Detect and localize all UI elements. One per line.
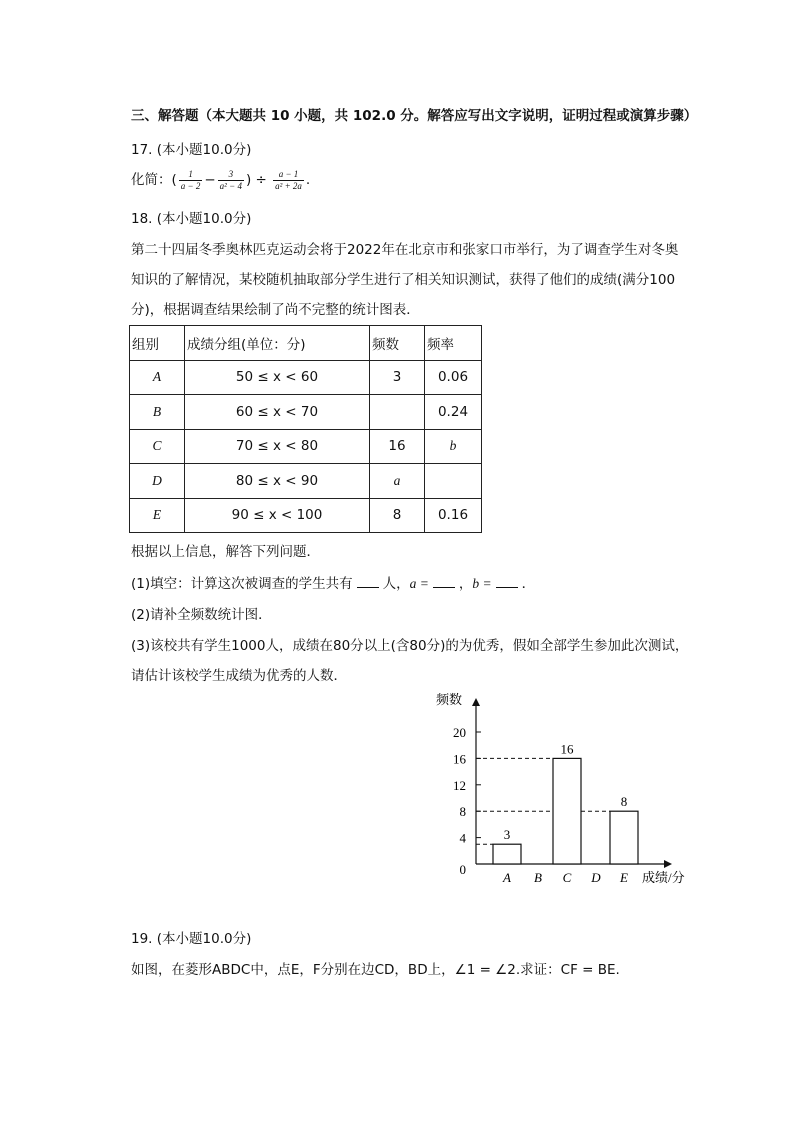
q18-intro-line-2: 知识的了解情况，某校随机抽取部分学生进行了相关知识测试，获得了他们的成绩(满分100: [131, 272, 676, 288]
frequency-table: [129, 325, 482, 533]
fraction-2: $\frac{3}{\text{a² − 4}}$: [219, 168, 242, 191]
table-row: [130, 464, 482, 499]
x-category-label: E: [620, 870, 628, 885]
cell-group: B: [130, 395, 185, 430]
table-row: [130, 395, 482, 430]
q18-heading: 18. (本小题10.0分): [131, 211, 252, 227]
bar-A: [493, 844, 521, 864]
cell-rate: 0.24: [425, 395, 482, 430]
cell-rate: 0.16: [425, 498, 482, 533]
y-axis-label: 频数: [436, 692, 463, 707]
x-axis-label: 成绩/分: [642, 870, 685, 885]
x-category-label: B: [534, 870, 542, 885]
table-row: [130, 360, 482, 395]
frequency-bar-chart: [420, 688, 710, 888]
part1-text-b: 人，: [382, 576, 410, 592]
cell-count: 16: [370, 429, 425, 464]
q18-intro-line-3: 分)，根据调查结果绘制了尚不完整的统计图表．: [131, 302, 420, 318]
x-category-label: D: [591, 870, 601, 885]
cell-count: a: [370, 464, 425, 499]
part1-b-label: b =: [472, 576, 492, 591]
q19-heading: 19. (本小题10.0分): [131, 931, 252, 947]
fraction-3: $\frac{a - 1}{\text{a² + 2a}}$: [275, 168, 302, 191]
q17-prefix: 化简：: [131, 172, 172, 188]
y-tick-label: 4: [459, 830, 466, 846]
cell-rate: b: [425, 429, 482, 464]
q18-after-table: 根据以上信息，解答下列问题．: [131, 544, 320, 560]
bar-data-label: 3: [503, 827, 511, 843]
y-tick-label: 16: [453, 751, 466, 767]
q18-intro-line-1: 第二十四届冬季奥林匹克运动会将于2022年在北京市和张家口市举行，为了调查学生对冬奥: [131, 242, 679, 258]
y-tick-label: 8: [459, 804, 466, 820]
answer-blank-a: [433, 575, 455, 588]
y-tick-label: 0: [459, 862, 466, 877]
header-range: 成绩分组(单位：分): [185, 326, 370, 361]
q18-part-2: (2)请补全频数统计图．: [131, 607, 272, 623]
header-group: 组别: [130, 326, 185, 361]
y-tick-label: 12: [453, 777, 466, 793]
section-header: 三、解答题（本大题共 10 小题，共 102.0 分。解答应写出文字说明，证明过程或演算步骤）: [131, 108, 698, 124]
cell-count: 8: [370, 498, 425, 533]
cell-group: D: [130, 464, 185, 499]
q18-part-1: [131, 572, 535, 592]
part1-text-d: ，: [458, 576, 473, 592]
part1-text-a: (1)填空：计算这次被调查的学生共有: [131, 576, 353, 592]
cell-range: 50 ≤ x < 60: [185, 360, 370, 395]
cell-range: 90 ≤ x < 100: [185, 498, 370, 533]
q18-part-3-line-2: 请估计该校学生成绩为优秀的人数．: [131, 668, 347, 684]
cell-rate: 0.06: [425, 360, 482, 395]
x-axis-arrow-icon: [664, 860, 672, 868]
header-count: 频数: [370, 326, 425, 361]
part1-a-label: a =: [409, 576, 429, 591]
x-category-label: A: [503, 870, 511, 885]
q17-heading: 17. (本小题10.0分): [131, 142, 252, 158]
cell-range: 60 ≤ x < 70: [185, 395, 370, 430]
table-row: [130, 429, 482, 464]
part1-text-f: ．: [521, 576, 536, 592]
q17-period: .: [305, 172, 311, 188]
table-row: [130, 498, 482, 533]
fraction-1: $\frac{1}{a - 2}$: [180, 168, 201, 191]
q17-expression: 化简：( $\frac{1}{a - 2}$ − $\frac{3}{\text{a² − 4}}$ ) ÷ $\frac{a - 1}{\text{a² + 2a}}$ .: [131, 168, 311, 191]
q18-part-3-line-1: (3)该校共有学生1000人，成绩在80分以上(含80分)的为优秀，假如全部学生参加此次测试，: [131, 638, 689, 654]
bar-C: [553, 758, 581, 864]
cell-range: 80 ≤ x < 90: [185, 464, 370, 499]
cell-count: [370, 395, 425, 430]
header-rate: 频率: [425, 326, 482, 361]
divide-sign: ÷: [255, 172, 267, 188]
cell-group: A: [130, 360, 185, 395]
table-header-row: [130, 326, 482, 361]
x-category-label: C: [562, 870, 572, 885]
answer-blank-total: [357, 575, 379, 588]
q19-text: 如图，在菱形ABDC中，点E，F分别在边CD，BD上，∠1 = ∠2.求证：CF = BE.: [131, 962, 620, 978]
minus-sign: −: [204, 172, 216, 188]
cell-group: C: [130, 429, 185, 464]
y-tick-label: 20: [453, 725, 466, 740]
cell-rate: [425, 464, 482, 499]
cell-group: E: [130, 498, 185, 533]
bar-data-label: 16: [560, 741, 574, 757]
y-axis-arrow-icon: [472, 698, 480, 706]
bar-data-label: 8: [620, 794, 628, 810]
bar-E: [610, 811, 638, 864]
cell-range: 70 ≤ x < 80: [185, 429, 370, 464]
answer-blank-b: [496, 575, 518, 588]
cell-count: 3: [370, 360, 425, 395]
